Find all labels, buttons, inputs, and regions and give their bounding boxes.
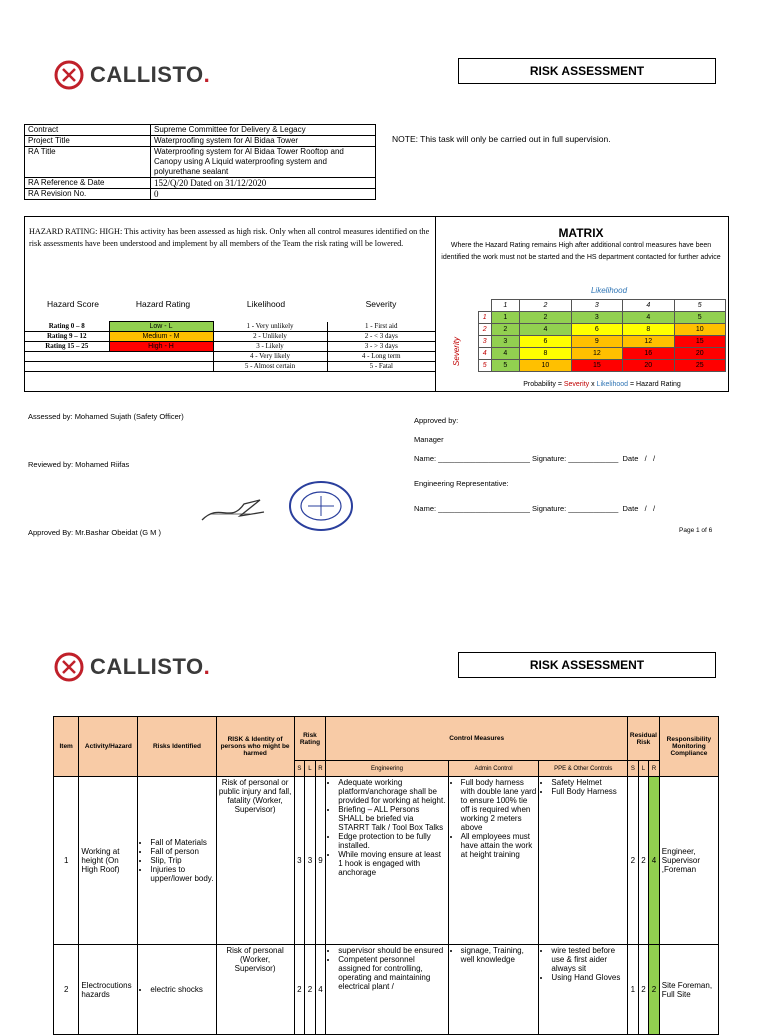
info-row xyxy=(25,189,376,200)
col-l: L xyxy=(305,761,316,777)
col-item: Item xyxy=(54,717,79,777)
scale-headers xyxy=(25,299,435,309)
page-number: Page 1 of 6 xyxy=(679,527,713,534)
matrix-box xyxy=(434,216,729,392)
bullet-item: • Slip, Trip xyxy=(150,856,213,865)
row-item: 2 xyxy=(54,945,79,1035)
matrix-cell: 15 xyxy=(674,336,726,348)
matrix-likelihood-col: 1 xyxy=(491,300,520,312)
matrix-cell: 6 xyxy=(520,336,571,348)
scale-rating: Low - L xyxy=(109,322,213,332)
col-s: S xyxy=(294,761,305,777)
matrix-cell: 6 xyxy=(571,324,622,336)
bullet-item: • signage, Training, well knowledge xyxy=(461,946,537,964)
bullet-list xyxy=(541,946,625,982)
risk-assessment-title: RISK ASSESSMENT xyxy=(458,58,716,84)
matrix-row xyxy=(479,360,726,372)
bullet-item: • Edge protection to be fully installed. xyxy=(338,832,445,850)
bullet-item: • Using Hand Gloves xyxy=(551,973,625,982)
bullet-item: • Fall of Materials xyxy=(150,838,213,847)
assessed-by: Assessed by: Mohamed Sujath (Safety Officer) xyxy=(28,412,184,421)
info-row xyxy=(25,147,376,178)
col-residual: Residual Risk xyxy=(628,717,660,761)
scale-severity: 4 - Long term xyxy=(327,352,435,362)
hazard-rating-box xyxy=(24,216,436,392)
row-risks xyxy=(138,777,216,945)
hazard-scale-table xyxy=(25,321,435,372)
bullet-list xyxy=(541,778,625,796)
matrix-cell: 20 xyxy=(674,348,726,360)
matrix-cell: 4 xyxy=(520,324,571,336)
bullet-item: • Injuries to upper/lower body. xyxy=(150,865,213,883)
row-responsibility: Engineer, Supervisor ,Foreman xyxy=(659,777,718,945)
bullet-item: • Briefing – ALL Persons SHALL be briefed via STARRT Talk / Tool Box Talks xyxy=(338,805,445,832)
bullet-item: • Full Body Harness xyxy=(551,787,625,796)
info-row xyxy=(25,178,376,189)
scale-rating: High - H xyxy=(109,342,213,352)
reviewed-by: Reviewed by: Mohamed Riifas xyxy=(28,460,130,469)
info-row xyxy=(25,136,376,147)
matrix-severity-row: 5 xyxy=(479,360,492,372)
info-value: 152/Q/20 Dated on 31/12/2020 xyxy=(151,178,376,189)
company-logo xyxy=(54,60,210,90)
scale-severity: 1 - First aid xyxy=(327,322,435,332)
matrix-cell: 25 xyxy=(674,360,726,372)
matrix-header-row xyxy=(479,300,726,312)
hazard-rating-text: HAZARD RATING: HIGH: This activity has been assessed as high risk. Only when all control measures identified on the risk assessments have been understood and implement by all members of the Team the risk rating will be lowered. xyxy=(29,227,430,248)
matrix-row xyxy=(479,348,726,360)
manager-sign-line: Name: ______________________ Signature: ____________ Date / / xyxy=(414,454,656,463)
bullet-list xyxy=(328,778,445,877)
company-stamp xyxy=(288,480,354,532)
hazard-score-header: Hazard Score xyxy=(47,299,99,309)
supervision-note: NOTE: This task will only be carried out in full supervision. xyxy=(392,134,611,144)
scale-likelihood: 1 - Very unlikely xyxy=(213,322,327,332)
matrix-likelihood-col: 2 xyxy=(520,300,571,312)
row-item: 1 xyxy=(54,777,79,945)
matrix-title: MATRIX xyxy=(558,226,604,240)
table-row xyxy=(54,777,719,945)
row-engineering xyxy=(326,945,448,1035)
row-rating-l: 2 xyxy=(305,945,316,1035)
risk-assessment-table xyxy=(53,716,719,1035)
hazard-rating-header: Hazard Rating xyxy=(135,299,191,309)
row-residual-l: 2 xyxy=(638,777,649,945)
bullet-item: • Full body harness with double lane yard to ensure 100% tie off is required when working 2 meters above xyxy=(461,778,537,832)
matrix-cell: 9 xyxy=(571,336,622,348)
scale-severity: 3 - > 3 days xyxy=(327,342,435,352)
matrix-cell: 3 xyxy=(491,336,520,348)
col-risk-rating: Risk Rating xyxy=(294,717,326,761)
bullet-list xyxy=(328,946,445,991)
table-row xyxy=(54,945,719,1035)
scale-score xyxy=(25,362,109,372)
scale-row xyxy=(25,322,435,332)
matrix-cell: 12 xyxy=(623,336,674,348)
info-value: 0 xyxy=(151,189,376,200)
matrix-cell: 8 xyxy=(520,348,571,360)
bullet-item: • Adequate working platform/anchorage shall be provided for working at height. xyxy=(338,778,445,805)
matrix-severity-row: 1 xyxy=(479,312,492,324)
bullet-item: • Competent personnel assigned for controlling, operating and maintaining electrical plant / xyxy=(338,955,445,991)
row-admin xyxy=(448,945,539,1035)
scale-likelihood: 2 - Unlikely xyxy=(213,332,327,342)
bullet-list xyxy=(140,838,213,883)
severity-header: Severity xyxy=(365,299,397,309)
info-row xyxy=(25,125,376,136)
callisto-logo-icon xyxy=(54,60,84,90)
matrix-cell: 10 xyxy=(674,324,726,336)
matrix-cell: 8 xyxy=(623,324,674,336)
logo-text: CALLISTO. xyxy=(90,62,211,87)
matrix-cell: 4 xyxy=(491,348,520,360)
logo-text: CALLISTO. xyxy=(90,654,211,679)
info-value: Waterproofing system for Al Bidaa Tower xyxy=(151,136,376,147)
col-engineering: Engineering xyxy=(326,761,448,777)
approved-by-gm: Approved By: Mr.Bashar Obeidat (G M ) xyxy=(28,528,161,537)
col-ppe: PPE & Other Controls xyxy=(539,761,628,777)
scale-likelihood: 4 - Very likely xyxy=(213,352,327,362)
col-identity: RISK & Identity of persons who might be harmed xyxy=(216,717,294,777)
col-responsibility: Responsibility Monitoring Compliance xyxy=(659,717,718,777)
matrix-cell: 1 xyxy=(491,312,520,324)
row-residual-s: 2 xyxy=(628,777,639,945)
row-activity: Working at height (On High Roof) xyxy=(79,777,138,945)
bullet-item: • Safety Helmet xyxy=(551,778,625,787)
matrix-row xyxy=(479,336,726,348)
matrix-cell: 4 xyxy=(623,312,674,324)
likelihood-header: Likelihood xyxy=(246,299,286,309)
matrix-likelihood-col: 4 xyxy=(623,300,674,312)
matrix-row xyxy=(479,312,726,324)
col-rl: L xyxy=(638,761,649,777)
scale-rating xyxy=(109,352,213,362)
bullet-list xyxy=(451,778,537,859)
scale-rating: Medium - M xyxy=(109,332,213,342)
scale-score: Rating 0 – 8 xyxy=(25,322,109,332)
matrix-formula: Probability = Severity x Likelihood = Hazard Rating xyxy=(523,381,681,388)
info-label: Project Title xyxy=(25,136,151,147)
bullet-list xyxy=(451,946,537,964)
info-label: RA Title xyxy=(25,147,151,178)
scale-row xyxy=(25,342,435,352)
info-label: Contract xyxy=(25,125,151,136)
row-ppe xyxy=(539,777,628,945)
row-residual-s: 1 xyxy=(628,945,639,1035)
matrix-severity-row: 3 xyxy=(479,336,492,348)
row-ppe xyxy=(539,945,628,1035)
matrix-cell: 2 xyxy=(520,312,571,324)
row-residual-r: 4 xyxy=(649,777,660,945)
info-value: Waterproofing system for Al Bidaa Tower Rooftop and Canopy using A Liquid waterproofing system and polyurethane sealant xyxy=(151,147,376,178)
scale-score: Rating 15 – 25 xyxy=(25,342,109,352)
row-rating-s: 2 xyxy=(294,945,305,1035)
scale-row xyxy=(25,352,435,362)
matrix-severity-row: 4 xyxy=(479,348,492,360)
matrix-description: Where the Hazard Rating remains High after additional control measures have been identified the work must not be started and the HS department contacted for further advice xyxy=(441,242,721,261)
matrix-likelihood-col: 5 xyxy=(674,300,726,312)
row-activity: Electrocutions hazards xyxy=(79,945,138,1035)
approved-by-label: Approved by: xyxy=(414,416,459,425)
likelihood-axis-label: Likelihood xyxy=(590,286,628,295)
bullet-item: • supervisor should be ensured xyxy=(338,946,445,955)
scale-row xyxy=(25,362,435,372)
bullet-item: • While moving ensure at least 1 hook is engaged with anchorage xyxy=(338,850,445,877)
matrix-cell: 12 xyxy=(571,348,622,360)
scale-severity: 2 - < 3 days xyxy=(327,332,435,342)
row-identity: Risk of personal (Worker, Supervisor) xyxy=(216,945,294,1035)
bullet-item: • wire tested before use & first aider always sit xyxy=(551,946,625,973)
row-responsibility: Site Foreman, Full Site xyxy=(659,945,718,1035)
col-rr: R xyxy=(649,761,660,777)
bullet-item: • All employees must have attain the work at height training xyxy=(461,832,537,859)
risk-matrix xyxy=(478,299,726,372)
row-residual-r: 2 xyxy=(649,945,660,1035)
row-rating-s: 3 xyxy=(294,777,305,945)
matrix-cell: 2 xyxy=(491,324,520,336)
matrix-corner xyxy=(479,300,492,312)
info-label: RA Reference & Date xyxy=(25,178,151,189)
row-identity: Risk of personal or public injury and fall, fatality (Worker, Supervisor) xyxy=(216,777,294,945)
scale-rating xyxy=(109,362,213,372)
bullet-item: • electric shocks xyxy=(150,985,213,994)
row-rating-l: 3 xyxy=(305,777,316,945)
project-info-table xyxy=(24,124,376,200)
col-rs: S xyxy=(628,761,639,777)
bullet-item: • Fall of person xyxy=(150,847,213,856)
row-rating-r: 9 xyxy=(315,777,326,945)
engineering-sign-line: Name: ______________________ Signature: ____________ Date / / xyxy=(414,504,656,513)
matrix-cell: 5 xyxy=(491,360,520,372)
row-residual-l: 2 xyxy=(638,945,649,1035)
col-risks: Risks Identified xyxy=(138,717,216,777)
info-value: Supreme Committee for Delivery & Legacy xyxy=(151,125,376,136)
col-r: R xyxy=(315,761,326,777)
info-label: RA Revision No. xyxy=(25,189,151,200)
matrix-likelihood-col: 3 xyxy=(571,300,622,312)
scale-score xyxy=(25,352,109,362)
col-activity: Activity/Hazard xyxy=(79,717,138,777)
scale-likelihood: 5 - Almost certain xyxy=(213,362,327,372)
col-control: Control Measures xyxy=(326,717,628,761)
row-engineering xyxy=(326,777,448,945)
signature-image xyxy=(200,494,266,528)
matrix-row xyxy=(479,324,726,336)
matrix-cell: 10 xyxy=(520,360,571,372)
scale-severity: 5 - Fatal xyxy=(327,362,435,372)
matrix-cell: 3 xyxy=(571,312,622,324)
scale-likelihood: 3 - Likely xyxy=(213,342,327,352)
severity-axis-label: Severity xyxy=(451,337,461,366)
manager-label: Manager xyxy=(414,435,444,444)
col-admin: Admin Control xyxy=(448,761,539,777)
row-risks xyxy=(138,945,216,1035)
risk-assessment-title-page2: RISK ASSESSMENT xyxy=(458,652,716,678)
company-logo-page2 xyxy=(54,652,210,682)
matrix-cell: 16 xyxy=(623,348,674,360)
row-rating-r: 4 xyxy=(315,945,326,1035)
engineering-rep-label: Engineering Representative: xyxy=(414,479,509,488)
matrix-severity-row: 2 xyxy=(479,324,492,336)
callisto-logo-icon xyxy=(54,652,84,682)
row-admin xyxy=(448,777,539,945)
bullet-list xyxy=(140,985,213,994)
matrix-cell: 5 xyxy=(674,312,726,324)
matrix-cell: 20 xyxy=(623,360,674,372)
scale-row xyxy=(25,332,435,342)
matrix-cell: 15 xyxy=(571,360,622,372)
scale-score: Rating 9 – 12 xyxy=(25,332,109,342)
